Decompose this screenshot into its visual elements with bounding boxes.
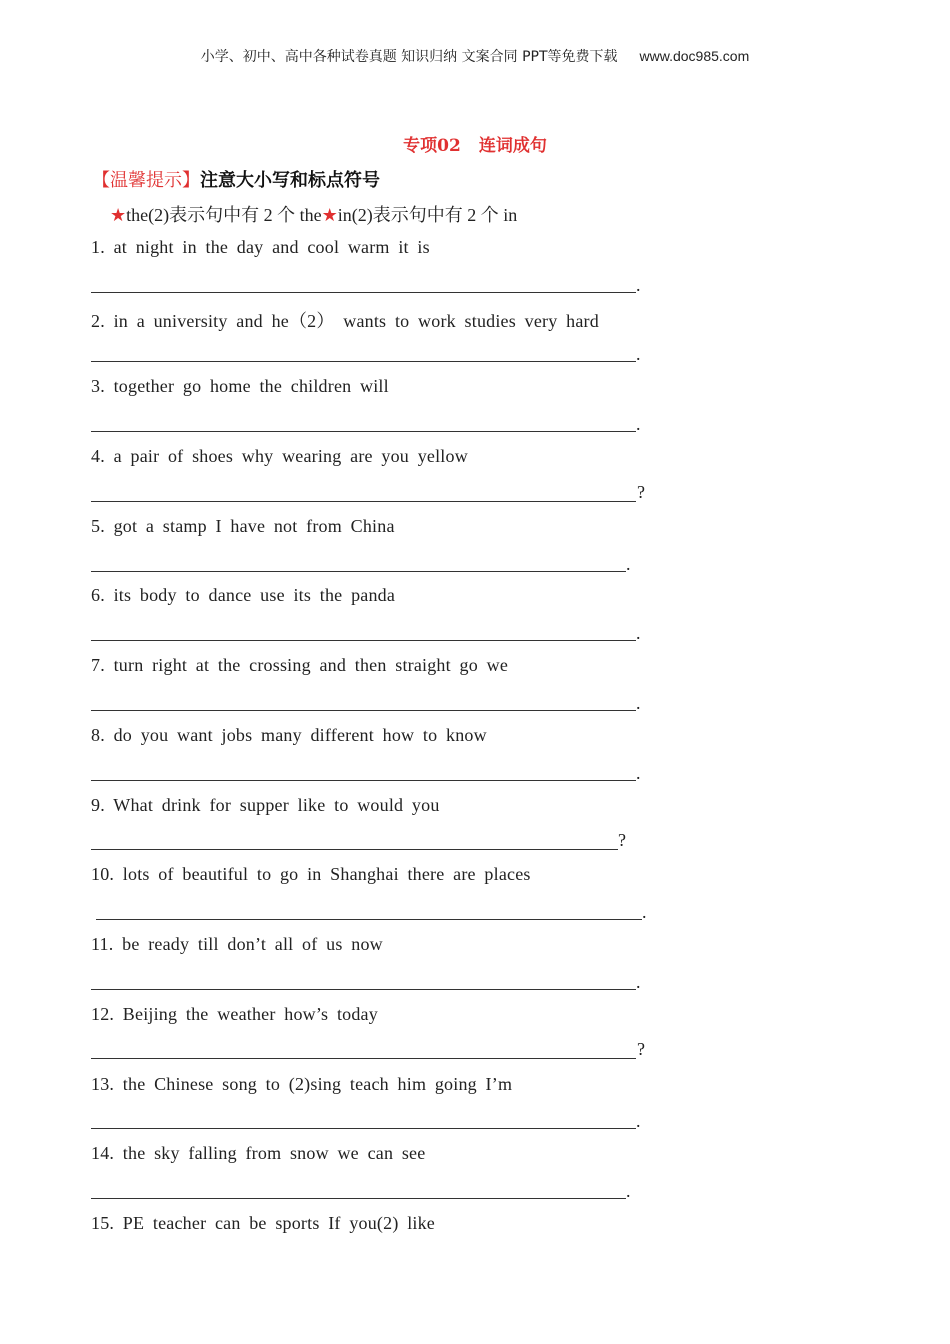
question-text: 9. What drink for supper like to would you [91, 795, 440, 815]
answer-punctuation: . [626, 1181, 631, 1201]
title-number: 专项02 [403, 136, 461, 156]
answer-punctuation: ? [637, 482, 645, 502]
answer-punctuation: . [636, 693, 641, 713]
answer-line[interactable] [91, 361, 636, 362]
question-text: 12. Beijing the weather how’s today [91, 1004, 378, 1024]
question-text: 6. its body to dance use its the panda [91, 585, 396, 605]
answer-punctuation: ? [618, 830, 626, 850]
answer-line[interactable] [91, 431, 636, 432]
question-text: 15. PE teacher can be sports If you(2) like [91, 1213, 435, 1233]
answer-punctuation: . [636, 344, 641, 364]
answer-line[interactable] [91, 710, 636, 711]
header-text: 小学、初中、高中各种试卷真题 知识归纳 文案合同 PPT等免费下载 [200, 49, 618, 65]
answer-punctuation: . [626, 554, 631, 574]
answer-punctuation: . [636, 972, 641, 992]
answer-line[interactable] [91, 780, 636, 781]
question-text: 13. the Chinese song to (2)sing teach him going I’m [91, 1074, 513, 1094]
question-text: 2. in a university and he（2） wants to work studies very hard [91, 311, 599, 331]
answer-line[interactable] [91, 849, 618, 850]
tip-text: 注意大小写和标点符号 [200, 170, 380, 191]
answer-punctuation: . [636, 623, 641, 643]
answer-line[interactable] [91, 640, 636, 641]
question-text: 5. got a stamp I have not from China [91, 516, 395, 536]
question-text: 10. lots of beautiful to go in Shanghai there are places [91, 864, 531, 884]
answer-punctuation: . [636, 275, 641, 295]
tip-label: 【温馨提示】 [92, 170, 200, 191]
answer-punctuation: ? [637, 1039, 645, 1059]
answer-line[interactable] [91, 1058, 636, 1059]
answer-line[interactable] [91, 1198, 626, 1199]
note-the: the(2)表示句中有 2 个 the [126, 205, 322, 225]
header-site[interactable]: www.doc985.com [639, 48, 750, 64]
note-in: in(2)表示句中有 2 个 in [337, 205, 518, 225]
question-text: 11. be ready till don’t all of us now [91, 934, 383, 954]
answer-line[interactable] [91, 989, 636, 990]
instruction-note [110, 201, 517, 227]
answer-punctuation: . [636, 414, 641, 434]
question-text: 8. do you want jobs many different how to know [91, 725, 487, 745]
star-icon: ★ [110, 205, 127, 225]
answer-line[interactable] [91, 1128, 636, 1129]
warm-tip [92, 166, 380, 192]
question-text: 7. turn right at the crossing and then straight go we [91, 655, 509, 675]
answer-punctuation: . [636, 763, 641, 783]
question-text: 14. the sky falling from snow we can see [91, 1143, 426, 1163]
answer-punctuation: . [642, 902, 647, 922]
star-icon: ★ [321, 205, 338, 225]
answer-line[interactable] [96, 919, 642, 920]
answer-line[interactable] [91, 292, 636, 293]
question-text: 1. at night in the day and cool warm it is [91, 237, 430, 257]
question-text: 3. together go home the children will [91, 376, 389, 396]
answer-line[interactable] [91, 501, 636, 502]
answer-punctuation: . [636, 1111, 641, 1131]
page-title [0, 131, 950, 156]
question-text: 4. a pair of shoes why wearing are you yellow [91, 446, 468, 466]
page-header [0, 46, 950, 66]
answer-line[interactable] [91, 571, 626, 572]
title-text: 连词成句 [478, 136, 547, 156]
